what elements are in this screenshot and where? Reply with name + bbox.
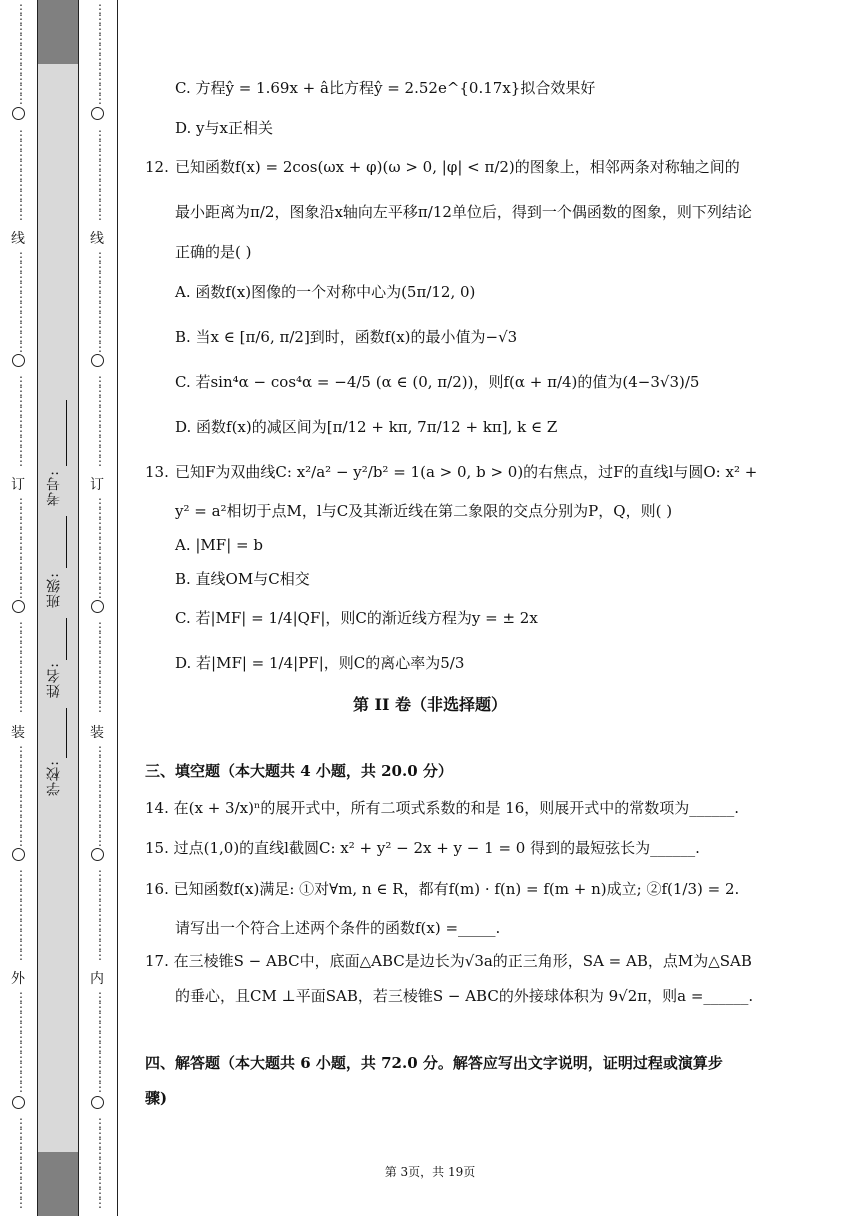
q17-line2: 的垂心，且CM ⊥平面SAB，若三棱锥S − ABC的外接球体积为 9√2π，则a =______. [175, 987, 754, 1005]
dotted-line: ⋮ ⋮ ⋮ ⋮ ⋮ ⋮ ⋮ ⋮ ⋮ [94, 128, 106, 222]
dotted-line: ⋮ ⋮ ⋮ ⋮ ⋮ ⋮ ⋮ ⋮ ⋮ [15, 1116, 27, 1210]
dotted-line: ⋮ ⋮ ⋮ ⋮ ⋮ ⋮ ⋮ ⋮ ⋮ [15, 868, 27, 962]
circle-mark [12, 1096, 25, 1109]
dotted-line: ⋮ ⋮ ⋮ ⋮ ⋮ ⋮ ⋮ ⋮ ⋮ [94, 620, 106, 714]
circle-mark [91, 848, 104, 861]
school-blank[interactable] [66, 708, 67, 758]
dotted-line: ⋮ ⋮ ⋮ ⋮ ⋮ ⋮ ⋮ ⋮ ⋮ ⋮ [94, 990, 106, 1094]
name-label: 姓名: [46, 662, 62, 698]
dotted-line: ⋮ ⋮ ⋮ ⋮ ⋮ ⋮ ⋮ ⋮ ⋮ [15, 620, 27, 714]
binding-margin-outer [0, 0, 38, 1216]
q12-option-c: C. 若sin⁴α − cos⁴α = −4/5 (α ∈ (0, π/2))，则f(α + π/4)的值为(4−3√3)/5 [175, 373, 700, 391]
q13-option-d: D. 若|MF| = 1/4|PF|，则C的离心率为5/3 [175, 654, 465, 672]
binding-char-wai: 外 [11, 971, 25, 987]
q12-stem-line2: 最小距离为π/2，图象沿x轴向左平移π/12单位后，得到一个偶函数的图象，则下列结论 [175, 203, 752, 221]
dotted-line: ⋮ ⋮ ⋮ ⋮ ⋮ ⋮ ⋮ ⋮ ⋮ ⋮ [94, 2, 106, 106]
binding-char-xian: 线 [11, 231, 25, 247]
dotted-line: ⋮ ⋮ ⋮ ⋮ ⋮ ⋮ ⋮ ⋮ ⋮ ⋮ [15, 2, 27, 106]
page-footer: 第 3页，共 19页 [384, 1165, 476, 1179]
section4-heading-line2: 骤) [145, 1089, 168, 1107]
dotted-line: ⋮ ⋮ ⋮ ⋮ ⋮ ⋮ ⋮ ⋮ ⋮ ⋮ [15, 744, 27, 848]
dotted-line: ⋮ ⋮ ⋮ ⋮ ⋮ ⋮ ⋮ ⋮ ⋮ [15, 128, 27, 222]
dotted-line: ⋮ ⋮ ⋮ ⋮ ⋮ ⋮ ⋮ ⋮ ⋮ ⋮ [94, 250, 106, 354]
q12-option-b: B. 当x ∈ [π/6, π/2]到时，函数f(x)的最小值为−√3 [175, 328, 518, 346]
class-blank[interactable] [66, 516, 67, 568]
circle-mark [91, 600, 104, 613]
dotted-line: ⋮ ⋮ ⋮ ⋮ ⋮ ⋮ ⋮ ⋮ ⋮ [94, 374, 106, 468]
binding-margin-info [38, 0, 79, 1216]
dotted-line: ⋮ ⋮ ⋮ ⋮ ⋮ ⋮ ⋮ ⋮ ⋮ ⋮ [15, 250, 27, 354]
q13-option-b: B. 直线OM与C相交 [175, 570, 310, 588]
dotted-line: ⋮ ⋮ ⋮ ⋮ ⋮ ⋮ ⋮ ⋮ ⋮ ⋮ [15, 990, 27, 1094]
circle-mark [91, 1096, 104, 1109]
binding-char-nei: 内 [90, 971, 104, 987]
exam-number-label: 考号: [46, 470, 62, 506]
q12-text: 已知函数f(x) = 2cos(ωx + φ)(ω > 0, |φ| < π/2)的图象上，相邻两条对称轴之间的 [175, 158, 740, 176]
q13-text: 已知F为双曲线C: x²/a² − y²/b² = 1(a > 0, b > 0)的右焦点，过F的直线l与圆O: x² + [175, 463, 758, 481]
q12-option-a: A. 函数f(x)图像的一个对称中心为(5π/12, 0) [175, 283, 476, 301]
gray-block-top [38, 0, 78, 64]
circle-mark [12, 354, 25, 367]
section3-heading: 三、填空题（本大题共 4 小题，共 20.0 分） [145, 762, 453, 780]
q14: 14. 在(x + 3/x)ⁿ的展开式中，所有二项式系数的和是 16，则展开式中的常数项为______. [145, 799, 740, 817]
q15: 15. 过点(1,0)的直线l截圆C: x² + y² − 2x + y − 1 = 0 得到的最短弦长为______. [145, 839, 700, 857]
binding-char-zhuang: 装 [11, 725, 25, 741]
gray-block-bottom [38, 1152, 78, 1216]
dotted-line: ⋮ ⋮ ⋮ ⋮ ⋮ ⋮ ⋮ ⋮ ⋮ ⋮ [15, 496, 27, 600]
circle-mark [91, 107, 104, 120]
name-blank[interactable] [66, 618, 67, 660]
circle-mark [12, 848, 25, 861]
binding-char-ding: 订 [90, 477, 104, 493]
q12-option-d: D. 函数f(x)的减区间为[π/12 + kπ, 7π/12 + kπ], k ∈ Z [175, 418, 558, 436]
section4-heading-line1: 四、解答题（本大题共 6 小题，共 72.0 分。解答应写出文字说明，证明过程或演算步 [145, 1054, 723, 1072]
class-label: 班级: [46, 572, 62, 608]
dotted-line: ⋮ ⋮ ⋮ ⋮ ⋮ ⋮ ⋮ ⋮ ⋮ ⋮ [94, 744, 106, 848]
q13-number: 13. [145, 463, 169, 481]
dotted-line: ⋮ ⋮ ⋮ ⋮ ⋮ ⋮ ⋮ ⋮ ⋮ [15, 374, 27, 468]
q17-line1: 17. 在三棱锥S − ABC中，底面△ABC是边长为√3a的正三角形，SA = AB，点M为△SAB [145, 952, 752, 970]
inner-dots-column [79, 0, 116, 1216]
outer-dots-column [0, 0, 37, 1216]
q12-stem-line1 [145, 157, 740, 177]
part2-title: 第 II 卷（非选择题） [352, 695, 508, 714]
q13-option-a: A. |MF| = b [175, 536, 263, 554]
q16-line2: 请写出一个符合上述两个条件的函数f(x) =_____. [175, 919, 501, 937]
circle-mark [12, 600, 25, 613]
dotted-line: ⋮ ⋮ ⋮ ⋮ ⋮ ⋮ ⋮ ⋮ ⋮ [94, 868, 106, 962]
q13-option-c: C. 若|MF| = 1/4|QF|，则C的渐近线方程为y = ± 2x [175, 609, 538, 627]
binding-char-xian: 线 [90, 231, 104, 247]
dotted-line: ⋮ ⋮ ⋮ ⋮ ⋮ ⋮ ⋮ ⋮ ⋮ [94, 1116, 106, 1210]
q16-line1: 16. 已知函数f(x)满足: ①对∀m, n ∈ R，都有f(m) · f(n) = f(m + n)成立; ②f(1/3) = 2. [145, 880, 740, 898]
binding-char-zhuang: 装 [90, 725, 104, 741]
circle-mark [12, 107, 25, 120]
q13-stem-line2: y² = a²相切于点M，l与C及其渐近线在第二象限的交点分别为P，Q，则( ) [175, 502, 673, 520]
dotted-line: ⋮ ⋮ ⋮ ⋮ ⋮ ⋮ ⋮ ⋮ ⋮ ⋮ [94, 496, 106, 600]
exam-number-blank[interactable] [66, 400, 67, 466]
circle-mark [91, 354, 104, 367]
school-label: 学校: [46, 760, 62, 796]
binding-char-ding: 订 [11, 477, 25, 493]
binding-margin-inner [79, 0, 118, 1216]
q11-option-d: D. y与x正相关 [175, 119, 273, 137]
q12-stem-line3: 正确的是( ) [175, 243, 252, 261]
q11-option-c: C. 方程ŷ = 1.69x + â比方程ŷ = 2.52e^{0.17x}拟合效果好 [175, 79, 596, 97]
q13-stem-line1 [145, 462, 757, 482]
q12-number: 12. [145, 158, 169, 176]
